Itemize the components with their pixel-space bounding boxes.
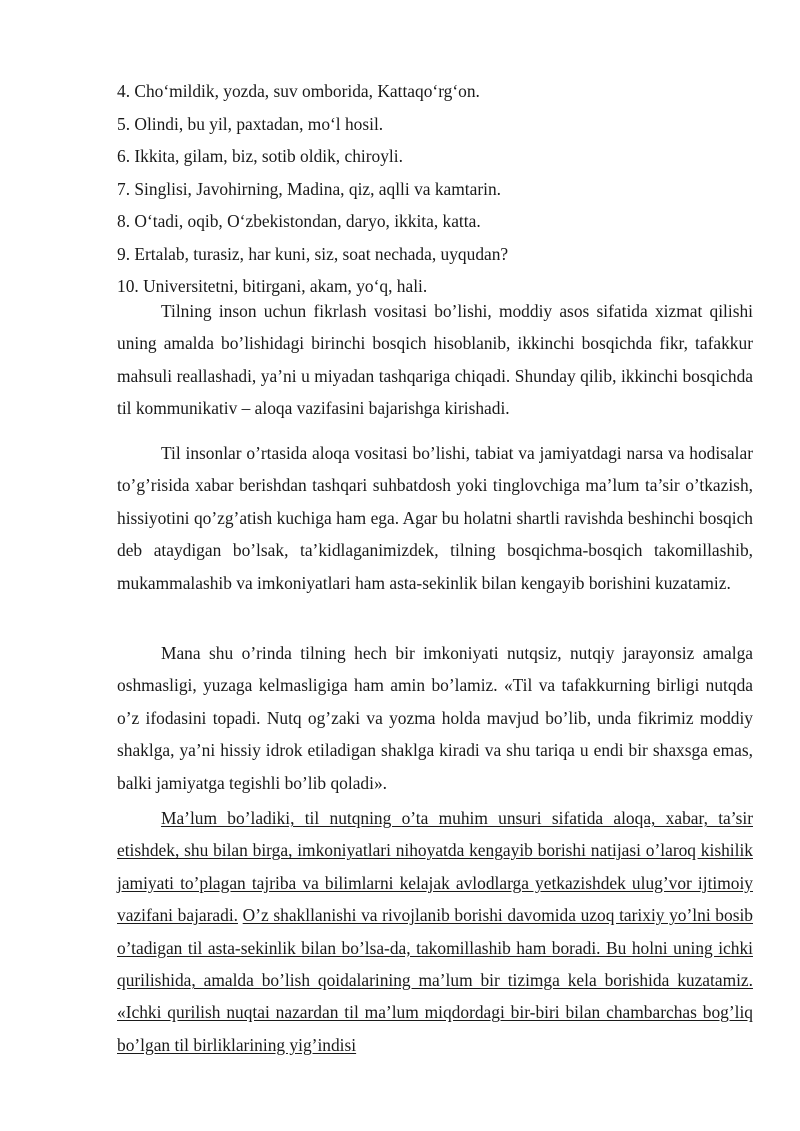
list-item: 7. Singlisi, Javohirning, Madina, qiz, aqlli va kamtarin. (117, 178, 501, 199)
paragraph-language-thinking: Tilning inson uchun fikrlash vositasi bo’lishi, moddiy asos sifatida xizmat qilishi uning amalda bo’lishidagi birinchi bosqich hisoblanib, ikkinchi bosqichda fikr, tafakkur mahsuli reallashadi, ya’ni u miyadan tashqariga chiqadi. Shunday qilib, ikkinchi bosqichda til kommunikativ – aloqa vazifasini bajarishga kirishadi. (117, 301, 753, 419)
list-item: 4. Cho‘mildik, yozda, suv omborida, Kattaqo‘rg‘on. (117, 81, 480, 101)
paragraph-language-communication: Til insonlar o’rtasida aloqa vositasi bo’lishi, tabiat va jamiyatdagi narsa va hodisalar to’g’risida xabar berishdan tashqari suhbatdosh yoki tinglovchiga ma’lum ta’sir o’tkazish, hissiyotini qo’zg’atish kuchiga ham ega. Agar bu holatni shartli ravishda beshinchi bosqich deb ataydigan bo’lsak, ta’kidlaganimizdek, tilning bosqichma-bosqich takomillashib, mukammalashib va imkoniyatlari ham asta-sekinlik bilan kengayib borishini kuzatamiz. (117, 443, 753, 593)
exercise-list (117, 75, 757, 303)
list-item: 10. Universitetni, bitirgani, akam, yo‘q, hali. (117, 276, 428, 296)
list-item: 8. O‘tadi, oqib, O‘zbekistondan, daryo, ikkita, katta. (117, 211, 481, 231)
list-item: 6. Ikkita, gilam, biz, sotib oldik, chiroyli. (117, 146, 403, 166)
underlined-quote-internal-structure: «Ichki qurilish nuqtai nazardan til ma’lum miqdordagi bir-biri bilan chambarchas bog’liq bo’lgan til birliklarining yig’indisi (117, 1002, 753, 1055)
list-item: 9. Ertalab, turasiz, har kuni, siz, soat nechada, uyqudan? (117, 243, 509, 264)
list-item: 5. Olindi, bu yil, paxtadan, mo‘l hosil. (117, 113, 384, 134)
underlined-sentence-social-function: Ma’lum bo’ladiki, til nutqning o’ta muhim unsuri sifatida aloqa, xabar, ta’sir etishdek, shu bilan birga, imkoniyatlari nihoyatda kengayib borishi natijasi o’laroq kishilik jamiyati to’plagan tajriba va bilimlarni kelajak avlodlarga yetkazishdek ulug’vor ijtimoiy vazifani bajaradi. (117, 808, 753, 926)
paragraph-speech-thought-unity: Mana shu o’rinda tilning hech bir imkoniyati nutqsiz, nutqiy jarayonsiz amalga oshmasligi, yuzaga kelmasligiga ham amin bo’lamiz. «Til va tafakkurning birligi nutqda o’z ifodasini topadi. Nutq og’zaki va yozma holda mavjud bo’lib, unda fikrimiz moddiy shaklga, ya’ni hissiy idrok etiladigan shaklga kiradi va shu tariqa u endi bir shaxsga emas, balki jamiyatga tegishli bo’lib qoladi». (117, 643, 753, 793)
underlined-sentence-development: O’z shakllanishi va rivojlanib borishi davomida uzoq tarixiy yo’lni bosib o’tadigan til asta-sekinlik bilan bo’lsa-da, takomillashib ham boradi. Bu holni uning ichki qurilishida, amalda bo’lish qoidalarining ma’lum bir tizimga kela borishida kuzatamiz. (117, 905, 753, 991)
paragraph-language-structure (117, 802, 753, 1061)
